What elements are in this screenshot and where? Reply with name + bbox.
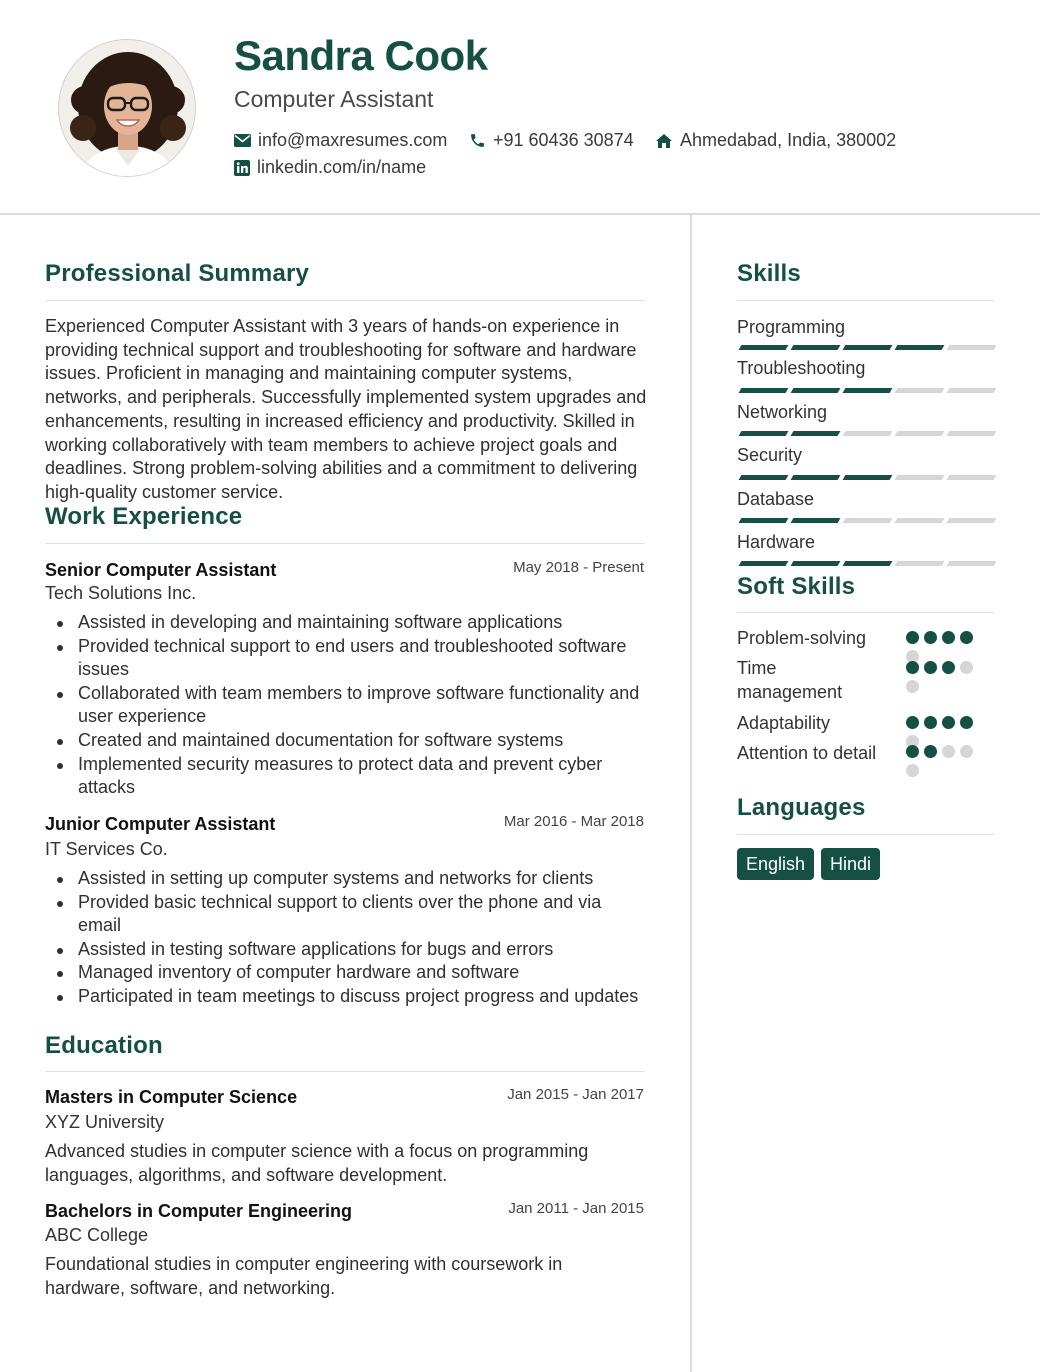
soft-skill-level: [906, 716, 982, 748]
list-item: Collaborated with team members to improve software functionality and user experience: [45, 682, 645, 729]
job-dates: May 2018 - Present: [513, 559, 644, 576]
languages-rule: [737, 834, 994, 835]
skill-level-segment: [947, 518, 997, 523]
skill-level-segment: [739, 475, 789, 480]
list-item: Provided basic technical support to clients over the phone and via email: [45, 891, 645, 938]
location-text: Ahmedabad, India, 380002: [680, 130, 897, 150]
experience-heading: Work Experience: [45, 503, 243, 530]
skills-rule: [737, 300, 994, 301]
job-dates: Mar 2016 - Mar 2018: [503, 813, 644, 830]
contact-phone[interactable]: [469, 130, 634, 151]
job-title: Senior Computer Assistant: [45, 560, 277, 580]
skill-level-segment: [895, 475, 945, 480]
skill-level-bar: [740, 431, 995, 436]
soft-skill-dot: [942, 716, 955, 729]
soft-skill-name: Attention to detail: [737, 743, 877, 763]
skill-level-segment: [895, 345, 945, 350]
soft-skill-level: [906, 745, 982, 777]
skill-level-segment: [947, 388, 997, 393]
candidate-role: Computer Assistant: [234, 86, 434, 112]
skill-level-segment: [843, 475, 893, 480]
soft-skill-name: Adaptability: [737, 713, 831, 733]
list-item: Assisted in developing and maintaining software applications: [45, 611, 645, 635]
skill-level-segment: [947, 475, 997, 480]
summary-heading: Professional Summary: [45, 260, 310, 287]
soft-skill-dot: [906, 680, 919, 693]
skill-name: Programming: [737, 317, 846, 337]
skill-level-segment: [947, 431, 997, 436]
contact-location: [655, 130, 896, 151]
soft-skill-dot: [942, 631, 955, 644]
profile-photo: [58, 39, 196, 177]
soft-skill-level: [906, 631, 982, 663]
soft-skill-dot: [924, 631, 937, 644]
list-item: Managed inventory of computer hardware and software: [45, 961, 645, 985]
languages-heading: Languages: [737, 794, 866, 821]
skill-level-segment: [895, 561, 945, 566]
skill-level-bar: [740, 561, 995, 566]
skill-level-segment: [843, 388, 893, 393]
skill-level-segment: [739, 518, 789, 523]
linkedin-text: linkedin.com/in/name: [257, 157, 427, 177]
home-icon: [655, 133, 673, 149]
summary-rule: [45, 300, 645, 301]
soft-skill-dot: [906, 661, 919, 674]
skill-level-segment: [947, 561, 997, 566]
education-heading: Education: [45, 1032, 163, 1059]
soft-skill-dot: [942, 745, 955, 758]
skill-level-segment: [843, 518, 893, 523]
contact-linkedin[interactable]: [234, 157, 426, 178]
summary-text: Experienced Computer Assistant with 3 years of hands-on experience in providing technical support and troubleshooting for software and hardware issues. Proficient in managing and maintaining computer systems, networks, and peripherals. Successfully implemented system upgrades and enhancements, resulting in increased efficiency and productivity. Skilled in working collaboratively with team members to achieve project goals and deadlines. Strong problem-solving abilities and a commitment to delivering high-quality customer service.: [45, 316, 647, 502]
skill-level-segment: [791, 345, 841, 350]
soft-skills-rule: [737, 612, 994, 613]
soft-skill-dot: [942, 661, 955, 674]
linkedin-icon: [234, 160, 250, 176]
education-description: Advanced studies in computer science with a focus on programming languages, algorithms, and software development.: [45, 1141, 589, 1185]
education-description: Foundational studies in computer engineering with coursework in hardware, software, and networking.: [45, 1254, 563, 1298]
skill-level-segment: [739, 345, 789, 350]
skill-level-bar: [740, 518, 995, 523]
skill-level-segment: [843, 345, 893, 350]
skill-name: Security: [737, 445, 803, 465]
skills-heading: Skills: [737, 260, 801, 287]
skill-level-segment: [895, 518, 945, 523]
school-name: XYZ University: [45, 1112, 165, 1132]
job-title: Junior Computer Assistant: [45, 814, 276, 834]
soft-skill-dot: [960, 716, 973, 729]
job-bullets: [45, 611, 645, 800]
soft-skill-dot: [906, 631, 919, 644]
education-rule: [45, 1071, 645, 1072]
skill-level-segment: [791, 475, 841, 480]
skill-name: Hardware: [737, 532, 816, 552]
soft-skill-dot: [960, 631, 973, 644]
list-item: Assisted in testing software applications for bugs and errors: [45, 938, 645, 962]
skill-level-segment: [791, 431, 841, 436]
skill-level-segment: [739, 561, 789, 566]
soft-skill-dot: [924, 716, 937, 729]
list-item: Assisted in setting up computer systems and networks for clients: [45, 867, 645, 891]
education-dates: Jan 2015 - Jan 2017: [507, 1086, 644, 1103]
degree-title: Bachelors in Computer Engineering: [45, 1201, 353, 1221]
email-text: info@maxresumes.com: [258, 130, 448, 150]
education-dates: Jan 2011 - Jan 2015: [508, 1200, 644, 1217]
contact-email[interactable]: [234, 130, 447, 151]
skill-level-segment: [791, 518, 841, 523]
candidate-name: Sandra Cook: [234, 32, 488, 79]
soft-skills-heading: Soft Skills: [737, 573, 856, 600]
soft-skill-name: Time management: [737, 658, 843, 702]
skill-level-segment: [739, 388, 789, 393]
degree-title: Masters in Computer Science: [45, 1087, 298, 1107]
list-item: Participated in team meetings to discuss project progress and updates: [45, 985, 645, 1009]
column-divider: [690, 215, 692, 1372]
soft-skill-dot: [960, 745, 973, 758]
soft-skill-dot: [906, 716, 919, 729]
envelope-icon: [234, 134, 251, 147]
school-name: ABC College: [45, 1225, 149, 1245]
skill-level-bar: [740, 345, 995, 350]
skill-level-segment: [843, 561, 893, 566]
soft-skill-dot: [906, 764, 919, 777]
skill-name: Networking: [737, 402, 828, 422]
soft-skill-dot: [924, 661, 937, 674]
phone-text: +91 60436 30874: [493, 130, 634, 150]
list-item: Created and maintained documentation for software systems: [45, 729, 645, 753]
skill-level-segment: [895, 388, 945, 393]
resume-header: [0, 0, 1040, 215]
soft-skill-name: Problem-solving: [737, 628, 867, 648]
skill-level-segment: [791, 561, 841, 566]
skill-level-bar: [740, 388, 995, 393]
soft-skill-dot: [960, 661, 973, 674]
skill-level-bar: [740, 475, 995, 480]
skill-level-segment: [947, 345, 997, 350]
language-tag: English: [737, 848, 814, 880]
list-item: Provided technical support to end users and troubleshooted software issues: [45, 635, 645, 682]
skill-level-segment: [739, 431, 789, 436]
soft-skill-dot: [924, 745, 937, 758]
skill-name: Troubleshooting: [737, 358, 866, 378]
job-company: Tech Solutions Inc.: [45, 583, 197, 603]
experience-rule: [45, 543, 645, 544]
job-bullets: [45, 867, 645, 1009]
list-item: Implemented security measures to protect data and prevent cyber attacks: [45, 753, 645, 800]
skill-level-segment: [895, 431, 945, 436]
phone-icon: [469, 132, 486, 149]
skill-level-segment: [791, 388, 841, 393]
soft-skill-level: [906, 661, 982, 693]
language-tag: Hindi: [821, 848, 880, 880]
job-company: IT Services Co.: [45, 839, 168, 859]
skill-name: Database: [737, 489, 815, 509]
soft-skill-dot: [906, 745, 919, 758]
skill-level-segment: [843, 431, 893, 436]
